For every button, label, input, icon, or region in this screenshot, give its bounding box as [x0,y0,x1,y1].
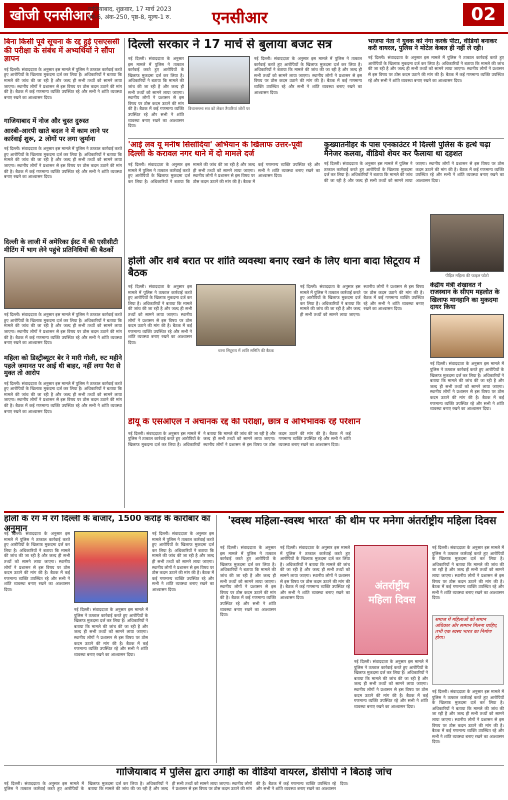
victim-photo-caption: पीड़ित महिला की फाइल फोटो [445,273,489,278]
left-article-4: नई दिल्ली। संवाददाता के अनुसार इस मामले में पुलिस ने तत्काल कार्रवाई करते हुए आरोपियों के खिलाफ मुकदमा दर्ज कर लिया है। अधिकारियों ने बताया कि मामले की जांच की जा रही है और जल्द ही सभी तथ्यों को सामने लाया जाएगा। स्थानीय लोगों ने प्रशासन से इस विषय पर ठोस कदम उठाने की मांग की है। बैठक में कई गणमान्य व्यक्ति उपस्थित रहे और सभी ने शांति व्यवस्था बनाए रखने का आश्वासन दिया। [4,380,122,414]
police-extortion-story [4,767,504,798]
left-photo [4,257,122,309]
holi-market-text-3: नई दिल्ली। संवाददाता के अनुसार इस मामले में पुलिस ने तत्काल कार्रवाई करते हुए आरोपियों के खिलाफ मुकदमा दर्ज कर लिया है। अधिकारियों ने बताया कि मामले की जांच की जा रही है और जल्द ही सभी तथ्यों को सामने लाया जाएगा। स्थानीय लोगों ने प्रशासन से इस विषय पर ठोस कदम उठाने की मांग की है। बैठक में कई गणमान्य व्यक्ति उपस्थित रहे और सभी ने शांति व्यवस्था बनाए रखने का आश्वासन दिया। [152,531,214,592]
budget-headline: दिल्ली सरकार ने 17 मार्च से बुलाया बजट सत्र [128,38,332,51]
column-divider [124,38,125,508]
left-article-2: नई दिल्ली। संवाददाता के अनुसार इस मामले में पुलिस ने तत्काल कार्रवाई करते हुए आरोपियों के खिलाफ मुकदमा दर्ज कर लिया है। अधिकारियों ने बताया कि मामले की जांच की जा रही है और जल्द ही सभी तथ्यों को सामने लाया जाएगा। स्थानीय लोगों ने प्रशासन से इस विषय पर ठोस कदम उठाने की मांग की है। बैठक में कई गणमान्य व्यक्ति उपस्थित रहे और सभी ने शांति व्यवस्था बनाए रखने का आश्वासन दिया। [4,146,122,180]
womens-day-quote: समाज में महिलाओं को समान अधिकार और सम्मान मिलना चाहिए, तभी एक स्वस्थ भारत का निर्माण होगा। [435,618,498,641]
budget-article-text: नई दिल्ली। संवाददाता के अनुसार इस मामले में पुलिस ने तत्काल कार्रवाई करते हुए आरोपियों के खिलाफ मुकदमा दर्ज कर लिया है। अधिकारियों ने बताया कि मामले की जांच की जा रही है और जल्द ही सभी तथ्यों को सामने लाया जाएगा। स्थानीय लोगों ने प्रशासन से इस विषय पर ठोस कदम उठाने की मांग की है। बैठक में कई गणमान्य व्यक्ति उपस्थित रहे और सभी ने शांति व्यवस्था बनाए रखने का आश्वासन दिया। [128,56,184,129]
holi-market-photo [74,531,148,603]
du-article-text: नई दिल्ली। संवाददाता के अनुसार इस मामले में पुलिस ने तत्काल कार्रवाई करते हुए आरोपियों के खिलाफ मुकदमा दर्ज कर लिया है। अधिकारियों ने बताया कि मामले की जांच की जा रही है और जल्द ही सभी तथ्यों को सामने लाया जाएगा। स्थानीय लोगों ने प्रशासन से इस विषय पर ठोस कदम उठाने की मांग की है। बैठक में कई गणमान्य व्यक्ति उपस्थित रहे और सभी ने शांति व्यवस्था बनाए रखने का आश्वासन दिया। [128,430,351,447]
holi-market-headline: होली के रंग में रंगे दिल्ली के बाजार, 1500 करोड़ के कारोबार का अनुमान [4,515,211,534]
bjp-leader-story [368,38,504,136]
womens-day-card [354,545,428,655]
bjp-article-text: नई दिल्ली। संवाददाता के अनुसार इस मामले में पुलिस ने तत्काल कार्रवाई करते हुए आरोपियों के खिलाफ मुकदमा दर्ज कर लिया है। अधिकारियों ने बताया कि मामले की जांच की जा रही है और जल्द ही सभी तथ्यों को सामने लाया जाएगा। स्थानीय लोगों ने प्रशासन से इस विषय पर ठोस कदम उठाने की मांग की है। बैठक में कई गणमान्य व्यक्ति उपस्थित रहे और सभी ने शांति व्यवस्था बनाए रखने का आश्वासन दिया। [368,55,504,83]
encounter-article-text: नई दिल्ली। संवाददाता के अनुसार इस मामले में पुलिस ने तत्काल कार्रवाई करते हुए आरोपियों के खिलाफ मुकदमा दर्ज कर लिया है। अधिकारियों ने बताया कि मामले की जांच की जा रही है और जल्द ही सभी तथ्यों को सामने लाया जाएगा। स्थानीय लोगों ने प्रशासन से इस विषय पर ठोस कदम उठाने की मांग की है। बैठक में कई गणमान्य व्यक्ति उपस्थित रहे और सभी ने शांति व्यवस्था बनाए रखने का आश्वासन दिया। [324,161,504,184]
assembly-photo-caption: विधानसभा सत्र को लेकर तैयारियां जोरों पर [188,106,250,111]
womens-day-text-2: नई दिल्ली। संवाददाता के अनुसार इस मामले में पुलिस ने तत्काल कार्रवाई करते हुए आरोपियों के खिलाफ मुकदमा दर्ज कर लिया है। अधिकारियों ने बताया कि मामले की जांच की जा रही है और जल्द ही सभी तथ्यों को सामने लाया जाएगा। स्थानीय लोगों ने प्रशासन से इस विषय पर ठोस कदम उठाने की मांग की है। बैठक में कई गणमान्य व्यक्ति उपस्थित रहे और सभी ने शांति व्यवस्था बनाए रखने का आश्वासन दिया। [280,545,350,601]
holi-market-text-2: नई दिल्ली। संवाददाता के अनुसार इस मामले में पुलिस ने तत्काल कार्रवाई करते हुए आरोपियों के खिलाफ मुकदमा दर्ज कर लिया है। अधिकारियों ने बताया कि मामले की जांच की जा रही है और जल्द ही सभी तथ्यों को सामने लाया जाएगा। स्थानीय लोगों ने प्रशासन से इस विषय पर ठोस कदम उठाने की मांग की है। बैठक में कई गणमान्य व्यक्ति उपस्थित रहे और सभी ने शांति व्यवस्था बनाए रखने का आश्वासन दिया। [74,607,148,657]
holi-article-text: नई दिल्ली। संवाददाता के अनुसार इस मामले में पुलिस ने तत्काल कार्रवाई करते हुए आरोपियों के खिलाफ मुकदमा दर्ज कर लिया है। अधिकारियों ने बताया कि मामले की जांच की जा रही है और जल्द ही सभी तथ्यों को सामने लाया जाएगा। स्थानीय लोगों ने प्रशासन से इस विषय पर ठोस कदम उठाने की मांग की है। बैठक में कई गणमान्य व्यक्ति उपस्थित रहे और सभी ने शांति व्यवस्था बनाए रखने का आश्वासन दिया। [128,284,192,345]
left-headline-4: दिल्ली के लाजी में अमेरिका ईस्ट में की एसीसीटी मीटिंग में भाग लेने पहुंचे प्रतिनिधियों की बैठकों [4,238,118,254]
holi-market-story [4,515,214,763]
shekhawat-story [430,282,504,508]
left-column [4,38,122,508]
sisodia-headline: 'आई लव यू मनीष सिसोदिया' अभियान के खिलाफ उत्तर-पूर्वी दिल्ली के करावल नगर थाने में दो मामले दर्ज [128,141,303,158]
shekhawat-article-text: नई दिल्ली। संवाददाता के अनुसार इस मामले में पुलिस ने तत्काल कार्रवाई करते हुए आरोपियों के खिलाफ मुकदमा दर्ज कर लिया है। अधिकारियों ने बताया कि मामले की जांच की जा रही है और जल्द ही सभी तथ्यों को सामने लाया जाएगा। स्थानीय लोगों ने प्रशासन से इस विषय पर ठोस कदम उठाने की मांग की है। बैठक में कई गणमान्य व्यक्ति उपस्थित रहे और सभी ने शांति व्यवस्था बनाए रखने का आश्वासन दिया। [430,361,504,412]
masthead [0,0,508,34]
left-headline-5: महिला को डिस्ट्रीब्यूटर बेर ने मारी गोली, रुट महीने पहले जमानत पर आई थी बाहर, नहीं लगा पैरा से मुक्त तो आरोप [4,354,122,378]
holi-article-text-2: नई दिल्ली। संवाददाता के अनुसार इस मामले में पुलिस ने तत्काल कार्रवाई करते हुए आरोपियों के खिलाफ मुकदमा दर्ज कर लिया है। अधिकारियों ने बताया कि मामले की जांच की जा रही है और जल्द ही सभी तथ्यों को सामने लाया जाएगा। स्थानीय लोगों ने प्रशासन से इस विषय पर ठोस कदम उठाने की मांग की है। बैठक में कई गणमान्य व्यक्ति उपस्थित रहे और सभी ने शांति व्यवस्था बनाए रखने का आश्वासन दिया। [300,284,424,317]
womens-day-text: नई दिल्ली। संवाददाता के अनुसार इस मामले में पुलिस ने तत्काल कार्रवाई करते हुए आरोपियों के खिलाफ मुकदमा दर्ज कर लिया है। अधिकारियों ने बताया कि मामले की जांच की जा रही है और जल्द ही सभी तथ्यों को सामने लाया जाएगा। स्थानीय लोगों ने प्रशासन से इस विषय पर ठोस कदम उठाने की मांग की है। बैठक में कई गणमान्य व्यक्ति उपस्थित रहे और सभी ने शांति व्यवस्था बनाए रखने का आश्वासन दिया। [220,545,276,618]
womens-day-text-3: नई दिल्ली। संवाददाता के अनुसार इस मामले में पुलिस ने तत्काल कार्रवाई करते हुए आरोपियों के खिलाफ मुकदमा दर्ज कर लिया है। अधिकारियों ने बताया कि मामले की जांच की जा रही है और जल्द ही सभी तथ्यों को सामने लाया जाएगा। स्थानीय लोगों ने प्रशासन से इस विषय पर ठोस कदम उठाने की मांग की है। बैठक में कई गणमान्य व्यक्ति उपस्थित रहे और सभी ने शांति व्यवस्था बनाए रखने का आश्वासन दिया। [354,659,428,709]
shekhawat-photo [430,314,504,358]
du-sol-story [128,418,426,508]
left-headline-3: आरबी-आरपी खाते बदल ने में काम लाने पर कार्रवाई शुरू, 2 लोगों पर लगा जुर्माना [4,127,109,143]
page-number: 02 [463,3,504,26]
sisodia-article-text: नई दिल्ली। संवाददाता के अनुसार इस मामले में पुलिस ने तत्काल कार्रवाई करते हुए आरोपियों के खिलाफ मुकदमा दर्ज कर लिया है। अधिकारियों ने बताया कि मामले की जांच की जा रही है और जल्द ही सभी तथ्यों को सामने लाया जाएगा। स्थानीय लोगों ने प्रशासन से इस विषय पर ठोस कदम उठाने की मांग की है। बैठक में कई गणमान्य व्यक्ति उपस्थित रहे और सभी ने शांति व्यवस्था बनाए रखने का आश्वासन दिया। [128,161,320,184]
holi-meeting-headline: होली और शबे बरात पर शांति व्यवस्था बनाए रखने के लिए थाना बादा सिटूराय में बैठक [128,256,420,279]
holi-meeting-story [128,256,426,416]
budget-session-story [128,38,364,136]
police-extortion-headline: गाजियाबाद में पुलिस द्वारा उगाही का वीडियो वायरल, डीसीपी ने बिठाई जांच [116,767,392,778]
womens-day-quote-box [432,615,504,685]
left-headline-2: गाजियाबाद में नोज और चुस्त दुरुस्त [4,116,89,125]
holi-market-text: नई दिल्ली। संवाददाता के अनुसार इस मामले में पुलिस ने तत्काल कार्रवाई करते हुए आरोपियों के खिलाफ मुकदमा दर्ज कर लिया है। अधिकारियों ने बताया कि मामले की जांच की जा रही है और जल्द ही सभी तथ्यों को सामने लाया जाएगा। स्थानीय लोगों ने प्रशासन से इस विषय पर ठोस कदम उठाने की मांग की है। बैठक में कई गणमान्य व्यक्ति उपस्थित रहे और सभी ने शांति व्यवस्था बनाए रखने का आश्वासन दिया। [4,531,70,592]
footer-divider [4,765,504,766]
bjp-headline: भाजपा नेता ने युवक को नंगा करके पीटा, वीडियो बनाकर करी वायरल, पुलिस ने मोटेल केबल ही नहीं ले रही। [368,38,497,53]
womens-day-headline: 'स्वस्थ महिला-स्वस्थ भारत' की थीम पर मनेगा अंतर्राष्ट्रीय महिला दिवस [227,515,497,527]
section-divider [128,138,504,139]
du-headline: डीयू के एसओएल ने अचानक रद्द की परीक्षा, छात्र व अभिभावक रहे परेशान [128,418,361,427]
bottom-column-divider [216,515,217,763]
dateline: गाजियाबाद, शुक्रवार, 17 मार्च 2023 वर्ष-6, अंक-250, पृष्ठ-8, मूल्य-1 रु. [88,6,172,21]
womens-day-text-4: नई दिल्ली। संवाददाता के अनुसार इस मामले में पुलिस ने तत्काल कार्रवाई करते हुए आरोपियों के खिलाफ मुकदमा दर्ज कर लिया है। अधिकारियों ने बताया कि मामले की जांच की जा रही है और जल्द ही सभी तथ्यों को सामने लाया जाएगा। स्थानीय लोगों ने प्रशासन से इस विषय पर ठोस कदम उठाने की मांग की है। बैठक में कई गणमान्य व्यक्ति उपस्थित रहे और सभी ने शांति व्यवस्था बनाए रखने का आश्वासन दिया। [432,545,504,601]
left-headline-1: बिना किसी पूर्व सूचना के रद्द हुई एसएससी की परीक्षा के संबंध में अभ्यर्थियों ने सौंपा ज्ञापन [4,38,120,64]
sisodia-story [128,141,320,253]
womens-day-story [220,515,504,763]
paper-name: खोजी एनसीआर [4,3,99,28]
bottom-section-divider [4,511,504,513]
meeting-photo [196,284,296,346]
assembly-photo [188,56,250,104]
left-article-1: नई दिल्ली। संवाददाता के अनुसार इस मामले में पुलिस ने तत्काल कार्रवाई करते हुए आरोपियों के खिलाफ मुकदमा दर्ज कर लिया है। अधिकारियों ने बताया कि मामले की जांच की जा रही है और जल्द ही सभी तथ्यों को सामने लाया जाएगा। स्थानीय लोगों ने प्रशासन से इस विषय पर ठोस कदम उठाने की मांग की है। बैठक में कई गणमान्य व्यक्ति उपस्थित रहे और सभी ने शांति व्यवस्था बनाए रखने का आश्वासन दिया। [4,66,122,100]
victim-photo [430,214,504,272]
section-title: एनसीआर [212,8,268,27]
police-extortion-text: नई दिल्ली। संवाददाता के अनुसार इस मामले में पुलिस ने तत्काल कार्रवाई करते हुए आरोपियों के खिलाफ मुकदमा दर्ज कर लिया है। अधिकारियों ने बताया कि मामले की जांच की जा रही है और जल्द ही सभी तथ्यों को सामने लाया जाएगा। स्थानीय लोगों ने प्रशासन से इस विषय पर ठोस कदम उठाने की मांग की है। बैठक में कई गणमान्य व्यक्ति उपस्थित रहे और सभी ने शांति व्यवस्था बनाए रखने का आश्वासन दिया। [4,780,349,792]
womens-day-text-5: नई दिल्ली। संवाददाता के अनुसार इस मामले में पुलिस ने तत्काल कार्रवाई करते हुए आरोपियों के खिलाफ मुकदमा दर्ज कर लिया है। अधिकारियों ने बताया कि मामले की जांच की जा रही है और जल्द ही सभी तथ्यों को सामने लाया जाएगा। स्थानीय लोगों ने प्रशासन से इस विषय पर ठोस कदम उठाने की मांग की है। बैठक में कई गणमान्य व्यक्ति उपस्थित रहे और सभी ने शांति व्यवस्था बनाए रखने का आश्वासन दिया। [432,689,504,745]
shekhawat-headline: केंद्रीय मंत्री शेखावत ने राजस्थान के सीएम महलोत के खिलाफ मानहानि का मुकदमा दायर किया [430,282,500,312]
budget-article-text-2: नई दिल्ली। संवाददाता के अनुसार इस मामले में पुलिस ने तत्काल कार्रवाई करते हुए आरोपियों के खिलाफ मुकदमा दर्ज कर लिया है। अधिकारियों ने बताया कि मामले की जांच की जा रही है और जल्द ही सभी तथ्यों को सामने लाया जाएगा। स्थानीय लोगों ने प्रशासन से इस विषय पर ठोस कदम उठाने की मांग की है। बैठक में कई गणमान्य व्यक्ति उपस्थित रहे और सभी ने शांति व्यवस्था बनाए रखने का आश्वासन दिया। [254,56,362,95]
womens-day-card-title: अंतर्राष्ट्रीय महिला दिवस [368,581,416,606]
encounter-headline: कुख्यातनीहर के पास एनकाउंटर में दिल्ली पुलिस के हत्थे चढ़ा मैनेजर कलवा, वीडियो शेयर कर फैलाया था दहशत [324,141,491,158]
meeting-photo-caption: थाना सिटूराय में शांति समिति की बैठक [218,348,274,353]
left-article-3: नई दिल्ली। संवाददाता के अनुसार इस मामले में पुलिस ने तत्काल कार्रवाई करते हुए आरोपियों के खिलाफ मुकदमा दर्ज कर लिया है। अधिकारियों ने बताया कि मामले की जांच की जा रही है और जल्द ही सभी तथ्यों को सामने लाया जाएगा। स्थानीय लोगों ने प्रशासन से इस विषय पर ठोस कदम उठाने की मांग की है। बैठक में कई गणमान्य व्यक्ति उपस्थित रहे और सभी ने शांति व्यवस्था बनाए रखने का आश्वासन दिया। [4,312,122,346]
